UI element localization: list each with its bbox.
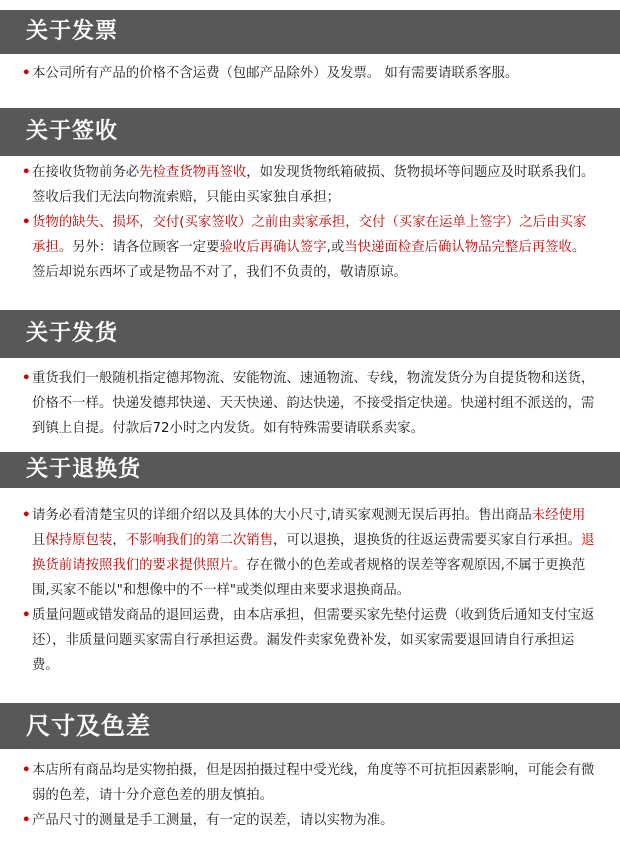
list-item: • 本店所有商品均是实物拍摄，但是因拍摄过程中受光线，角度等不可抗拒因素影响，可能会有微弱的色差，请十分介意色差的朋友慎拍。: [32, 758, 598, 808]
bullet-icon: •: [22, 508, 31, 523]
bullet-icon: •: [22, 763, 31, 778]
section-body-invoice: [0, 61, 620, 86]
section-title-receipt: 关于签收: [0, 108, 620, 156]
list-item: • 本公司所有产品的价格不含运费（包邮产品除外）及发票。 如有需要请联系客服。: [32, 61, 598, 86]
section-title-shipping: 关于发货: [0, 310, 620, 358]
bullet-icon: •: [22, 813, 31, 828]
list-item: • 在接收货物前务必先检查货物再签收，如发现货物纸箱破损、货物损坏等问题应及时联系我们。签收后我们无法向物流索赔，只能由买家独自承担；: [32, 160, 598, 210]
list-item: • 产品尺寸的测量是手工测量，有一定的误差，请以实物为准。: [32, 808, 598, 833]
section-body-returns: [0, 503, 620, 678]
section-body-size: [0, 758, 620, 833]
list-item: • 货物的缺失、损坏，交付(买家签收）之前由卖家承担，交付（买家在运单上签字）之后由买家承担。另外：请各位顾客一定要验收后再确认签字,或当快递面检查后确认物品完整后再签收。签后却说东西坏了或是物品不对了，我们不负责的，敬请原谅。: [32, 210, 598, 285]
section-title-returns: 关于退换货: [0, 452, 620, 488]
section-body-shipping: [0, 366, 620, 441]
list-item: • 请务必看清楚宝贝的详细介绍以及具体的大小尺寸,请买家观测无误后再拍。售出商品未经使用且保持原包装，不影响我们的第二次销售，可以退换，退换货的往返运费需要买家自行承担。退换货前请按照我们的要求提供照片。存在微小的色差或者规格的误差等客观原因,不属于更换范围,买家不能以"和想像中的不一样"或类似理由来要求退换商品。: [32, 503, 598, 603]
bullet-icon: •: [22, 608, 31, 623]
section-title-invoice: 关于发票: [0, 10, 620, 54]
section-title-size: 尺寸及色差: [0, 703, 620, 749]
section-body-receipt: [0, 160, 620, 285]
bullet-icon: •: [22, 66, 31, 81]
list-item: • 重货我们一般随机指定德邦物流、安能物流、速通物流、专线，物流发货分为自提货物和送货，价格不一样。快递发德邦快递、天天快递、韵达快递，不接受指定快递。快递村组不派送的，需到镇上自提。付款后72小时之内发货。如有特殊需要请联系卖家。: [32, 366, 598, 441]
bullet-icon: •: [22, 371, 31, 386]
list-item: • 质量问题或错发商品的退回运费，由本店承担，但需要买家先垫付运费（收到货后通知支付宝返还），非质量问题买家需自行承担运费。漏发件卖家免费补发，如买家需要退回请自行承担运费。: [32, 603, 598, 678]
bullet-icon: •: [22, 165, 31, 180]
bullet-icon: •: [22, 215, 31, 230]
